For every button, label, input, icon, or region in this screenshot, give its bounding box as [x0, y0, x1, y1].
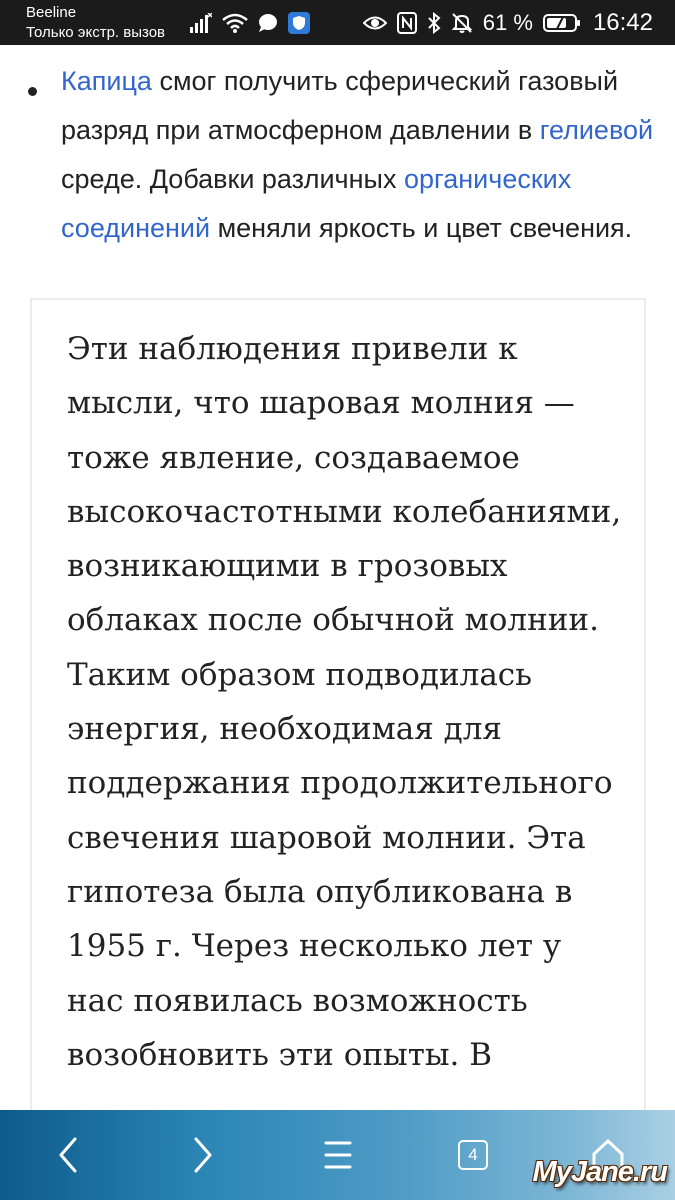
carrier-name: Beeline — [26, 4, 77, 21]
bullet-dot — [28, 87, 37, 96]
signal-icon — [190, 13, 212, 33]
bullet-text-3: меняли яркость и цвет свечения. — [210, 213, 633, 243]
mute-icon — [451, 12, 473, 34]
menu-icon — [323, 1139, 353, 1171]
watermark-logo — [533, 1152, 667, 1192]
quote-box — [30, 298, 646, 1110]
quote-text: Эти наблюдения привели к мысли, что шаровая молния — тоже явление, создаваемое высокочастотными колебаниями, возникающими в грозовых облаках после обычной молнии. Таким образом подводилась энергия, необходимая для поддержания продолжительного свечения шаровой молнии. Эта гипотеза была опубликована в 1955 г. Через несколько лет у нас появилась возможность возобновить эти опыты. В — [67, 331, 622, 1073]
browser-navbar — [0, 1110, 675, 1200]
status-bar — [0, 0, 675, 45]
bullet-text-2: среде. Добавки различных — [61, 164, 404, 194]
forward-button[interactable] — [178, 1130, 228, 1180]
wifi-icon — [222, 13, 248, 33]
status-left-icons — [190, 10, 310, 36]
menu-button[interactable] — [313, 1130, 363, 1180]
article-content — [0, 45, 675, 1110]
clock: 16:42 — [592, 9, 653, 36]
tabs-button[interactable] — [448, 1130, 498, 1180]
link-organic-compounds[interactable]: органических соединений — [61, 164, 572, 243]
battery-icon — [543, 13, 581, 33]
eye-icon — [363, 14, 387, 32]
link-kapitsa[interactable]: Капица — [61, 66, 152, 96]
back-button[interactable] — [43, 1130, 93, 1180]
tabs-icon: 4 — [458, 1140, 488, 1170]
back-icon — [57, 1136, 79, 1174]
bluetooth-icon — [427, 12, 441, 34]
battery-percent: 61 % — [482, 10, 533, 35]
link-helium[interactable]: гелиевой — [539, 115, 654, 145]
status-right-icons — [363, 8, 653, 38]
watermark-text: MyJane.ru — [532, 1155, 667, 1188]
chat-icon — [258, 13, 278, 33]
bullet-text-1: смог получить сферический газовый разряд при атмосферном давлении в — [61, 66, 619, 145]
shield-icon — [288, 12, 310, 34]
nfc-icon — [397, 12, 417, 34]
carrier-note: Только экстр. вызов — [26, 24, 166, 41]
forward-icon — [192, 1136, 214, 1174]
bullet-item — [61, 57, 661, 253]
